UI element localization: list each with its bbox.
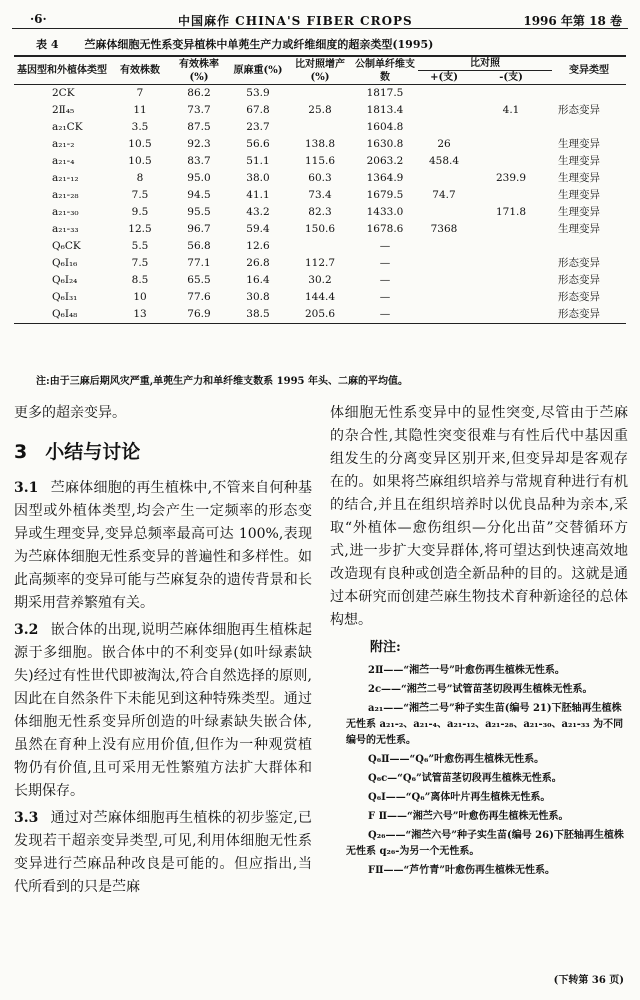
- table-cell: [552, 119, 626, 136]
- table-cell: 1813.4: [366, 104, 404, 116]
- table-cell: 38.0: [246, 172, 270, 184]
- table-cell: 25.8: [308, 104, 332, 116]
- table-cell: [470, 255, 552, 272]
- paragraph-continued: 体细胞无性系变异中的显性突变,尽管由于苎麻的杂合性,其隐性突变很难与有性后代中基因重组发生的分离变异区别开来,但变异却是客观存在的。如果将苎麻组织培养与常规育种进行有机的结合,并且在组织培养时以优良品种为亲本,采取“外植体—愈伤组织—分化出苗”交替循环方式,进一步扩大变异群体,将可望达到快速高效地改造现有良种或创造全新品种的目的。这就是通过本研究而创建苎麻生物技术育种新途径的总体构想。: [330, 405, 628, 628]
- table-row: [14, 85, 626, 103]
- page-header: [0, 6, 640, 28]
- header-rule: [12, 28, 628, 29]
- table-cell: 生理变异: [558, 138, 600, 150]
- table-cell: a₂₁-₂: [52, 138, 75, 150]
- table-cell: 53.9: [246, 87, 270, 99]
- col-header-increase: 比对照增产(%): [295, 58, 345, 83]
- table-cell: [288, 85, 352, 103]
- table-cell: —: [379, 291, 391, 303]
- year-volume: 1996 年第 18 卷: [523, 14, 622, 28]
- table-cell: 12.5: [128, 223, 152, 235]
- table-cell: 82.3: [308, 206, 332, 218]
- table-cell: 16.4: [246, 274, 270, 286]
- table-cell: 150.6: [304, 223, 336, 235]
- table-cell: 86.2: [187, 87, 211, 99]
- table-cell: 9.5: [131, 206, 149, 218]
- table-cell: 生理变异: [558, 223, 600, 235]
- table-cell: [418, 255, 470, 272]
- table-cell: 83.7: [187, 155, 211, 167]
- table-cell: 77.1: [187, 257, 211, 269]
- paragraph-text: 嵌合体的出现,说明苎麻体细胞再生植株起源于多细胞。嵌合体中的不利变异(如叶绿素缺失)经过有性世代即被淘汰,符合自然选择的原则,因此在自然条件下未能见到这种特殊类型。通过体细胞无性系变异所创造的叶绿素缺失嵌合体,虽然在育种上没有应用价值,但作为一种观赏植物仍有价值,且可采用无性繁殖方法扩大群体和长期保存。: [14, 622, 312, 799]
- table-cell: 138.8: [304, 138, 336, 150]
- col-header-plants: 有效株数: [120, 65, 160, 76]
- table-label: 表 4: [36, 38, 59, 51]
- table-cell: [418, 119, 470, 136]
- table-cell: —: [379, 308, 391, 320]
- table-cell: 95.0: [187, 172, 211, 184]
- table-cell: 1630.8: [366, 138, 404, 150]
- table-cell: 形态变异: [558, 257, 600, 269]
- table-cell: [288, 238, 352, 255]
- paragraph-3-3: [14, 807, 312, 899]
- table-cell: 生理变异: [558, 206, 600, 218]
- table-cell: 38.5: [246, 308, 270, 320]
- section-heading: [14, 439, 312, 465]
- table-row: [14, 289, 626, 306]
- paragraph-3-1: [14, 477, 312, 615]
- appendix-item: Q₆Ⅱ——“Q₆”叶愈伤再生植株无性系。: [368, 754, 545, 765]
- table-cell: 205.6: [304, 308, 336, 320]
- appendix-title: 附注:: [370, 640, 401, 655]
- table-cell: Q₆Ⅰ₃₁: [52, 291, 78, 303]
- table-cell: Q₆Ⅰ₁₆: [52, 257, 78, 269]
- table-cell: [552, 238, 626, 255]
- table-cell: a₂₁-₃₃: [52, 223, 79, 235]
- table-cell: 10: [133, 291, 147, 303]
- table-row: [14, 170, 626, 187]
- table-cell: 26.8: [246, 257, 270, 269]
- appendix-item: F Ⅱ——“湘苎六号”叶愈伤再生植株无性系。: [368, 811, 569, 822]
- table-cell: 10.5: [128, 138, 152, 150]
- table-cell: [470, 187, 552, 204]
- paragraph-3-2: [14, 619, 312, 803]
- appendix-item: Q₂₆——“湘苎六号”种子实生苗(编号 26)下胚轴再生植株无性系 q₂₆-为另一个无性系。: [346, 830, 624, 857]
- table-cell: [288, 119, 352, 136]
- table-cell: 112.7: [304, 257, 336, 269]
- table-cell: [418, 170, 470, 187]
- table-cell: 59.4: [246, 223, 270, 235]
- table-cell: —: [379, 257, 391, 269]
- col-header-compare: 比对照: [418, 56, 552, 71]
- table-cell: [418, 289, 470, 306]
- table-cell: 12.6: [246, 240, 270, 252]
- table-row: [14, 119, 626, 136]
- table-cell: 95.5: [187, 206, 211, 218]
- paragraph-text: 苎麻体细胞的再生植株中,不管来自何种基因型或外植体类型,均会产生一定频率的形态变异或生理变异,变异总频率最高可达 100%,表现为苎麻体细胞无性系变异的普遍性和多样性。如此高频率的变异可能与苎麻复杂的遗传背景和长期采用营养繁殖有关。: [14, 480, 312, 611]
- col-header-count: 公制单纤维支数: [355, 58, 415, 83]
- table-cell: 115.6: [304, 155, 336, 167]
- table-cell: [418, 102, 470, 119]
- data-table: [14, 55, 626, 324]
- table-cell: 73.7: [187, 104, 211, 116]
- table-cell: a₂₁-₂₈: [52, 189, 79, 201]
- col-header-fiber-weight: 原麻重(%): [233, 65, 283, 76]
- table-cell: 76.9: [187, 308, 211, 320]
- table-cell: 30.8: [246, 291, 270, 303]
- table-cell: 60.3: [308, 172, 332, 184]
- table-row: [14, 187, 626, 204]
- col-header-minus: -(支): [499, 72, 523, 83]
- table-cell: 生理变异: [558, 189, 600, 201]
- table-cell: [470, 85, 552, 103]
- table-cell: 2CK: [52, 87, 75, 99]
- table-cell: 11: [133, 104, 147, 116]
- appendix-item: 2c——“湘苎二号”试管苗茎切段再生植株无性系。: [368, 684, 593, 695]
- table-row: [14, 102, 626, 119]
- table-row: [14, 221, 626, 238]
- continued-note: (下转第 36 页): [553, 975, 624, 986]
- table-cell: a₂₁-₃₀: [52, 206, 79, 218]
- table-cell: 形态变异: [558, 104, 600, 116]
- table-cell: 形态变异: [558, 274, 600, 286]
- table-cell: [470, 136, 552, 153]
- table-row: [14, 153, 626, 170]
- table-body: [14, 85, 626, 324]
- table-cell: [418, 85, 470, 103]
- appendix-item: a₂₁——“湘苎二号”种子实生苗(编号 21)下胚轴再生植株无性系 a₂₁-₂、a₂₁-₄、a₂₁-₁₂、a₂₁-₂₈、a₂₁-₃₀、a₂₁-₃₃ 为不同编号的无性系。: [346, 703, 624, 746]
- table-row: [14, 204, 626, 221]
- col-header-type: 变异类型: [569, 65, 609, 76]
- col-header-rate: 有效株率(%): [179, 58, 219, 83]
- col-header-genotype: 基因型和外植体类型: [17, 65, 107, 76]
- table-cell: 2Ⅱ₄₅: [52, 104, 75, 116]
- appendix-list: [330, 663, 628, 879]
- intro-line: 更多的超亲变异。: [14, 405, 126, 421]
- appendix-item: FⅡ——“芦竹青”叶愈伤再生植株无性系。: [368, 865, 556, 876]
- table-cell: 7.5: [131, 189, 149, 201]
- paragraph-number: 3.2: [14, 622, 39, 638]
- table-cell: 13: [133, 308, 147, 320]
- table-cell: 239.9: [495, 172, 527, 184]
- table-cell: [470, 119, 552, 136]
- table-cell: [552, 85, 626, 103]
- table-cell: 458.4: [428, 155, 460, 167]
- table-cell: Q₆Ⅰ₄₈: [52, 308, 78, 320]
- table-cell: 1433.0: [366, 206, 404, 218]
- table-cell: [470, 221, 552, 238]
- table-cell: 94.5: [187, 189, 211, 201]
- table-cell: 43.2: [246, 206, 270, 218]
- table-cell: —: [379, 274, 391, 286]
- table-cell: —: [379, 240, 391, 252]
- table-cell: 1678.6: [366, 223, 404, 235]
- table-cell: a₂₁-₁₂: [52, 172, 79, 184]
- table-cell: 7368: [430, 223, 458, 235]
- table-cell: 65.5: [187, 274, 211, 286]
- appendix-item: Q₆c—“Q₆”试管苗茎切段再生植株无性系。: [368, 773, 562, 784]
- table-cell: 26: [437, 138, 451, 150]
- table-cell: 30.2: [308, 274, 332, 286]
- table-cell: 23.7: [246, 121, 270, 133]
- table-cell: 171.8: [495, 206, 527, 218]
- table-cell: [418, 204, 470, 221]
- appendix-item: 2Ⅱ——“湘苎一号”叶愈伤再生植株无性系。: [368, 665, 565, 676]
- table-cell: [470, 306, 552, 324]
- table-cell: 生理变异: [558, 172, 600, 184]
- table-cell: 1364.9: [366, 172, 404, 184]
- table-title: 苎麻体细胞无性系变异植株中单蔸生产力或纤维细度的超亲类型(1995): [84, 38, 434, 51]
- left-column: [14, 402, 312, 899]
- table-cell: 51.1: [246, 155, 270, 167]
- table-cell: 4.1: [502, 104, 520, 116]
- table-cell: 144.4: [304, 291, 336, 303]
- table-cell: [418, 272, 470, 289]
- table-cell: 87.5: [187, 121, 211, 133]
- table-row: [14, 255, 626, 272]
- table-cell: [470, 289, 552, 306]
- table-cell: 8.5: [131, 274, 149, 286]
- table-cell: 7: [136, 87, 144, 99]
- table-cell: 92.3: [187, 138, 211, 150]
- table-cell: 形态变异: [558, 308, 600, 320]
- table-cell: 5.5: [131, 240, 149, 252]
- table-cell: [470, 238, 552, 255]
- table-cell: 生理变异: [558, 155, 600, 167]
- paragraph-number: 3.1: [14, 480, 39, 496]
- table-cell: 74.7: [432, 189, 456, 201]
- table-cell: 73.4: [308, 189, 332, 201]
- table-cell: 8: [136, 172, 144, 184]
- table-cell: 7.5: [131, 257, 149, 269]
- col-header-plus: +(支): [430, 72, 458, 83]
- paragraph-number: 3.3: [14, 810, 39, 826]
- section-title: 小结与讨论: [45, 441, 141, 463]
- table-cell: 56.8: [187, 240, 211, 252]
- table-row: [14, 306, 626, 324]
- table-cell: 1604.8: [366, 121, 404, 133]
- table-note: 注:由于三麻后期风灾严重,单蔸生产力和单纤维支数系 1995 年头、二麻的平均值。: [36, 376, 408, 387]
- table-cell: a₂₁-₄: [52, 155, 75, 167]
- table-cell: 67.8: [246, 104, 270, 116]
- table-cell: Q₆CK: [52, 240, 81, 252]
- table-row: [14, 238, 626, 255]
- appendix-item: Q₆Ⅰ——“Q₆”离体叶片再生植株无性系。: [368, 792, 551, 803]
- right-column: [330, 402, 628, 882]
- table-row: [14, 272, 626, 289]
- section-number: 3: [14, 441, 28, 463]
- table-cell: 形态变异: [558, 291, 600, 303]
- table-caption: [36, 36, 433, 52]
- table-row: [14, 136, 626, 153]
- table-cell: [418, 306, 470, 324]
- table-cell: 41.1: [246, 189, 270, 201]
- table-cell: Q₆Ⅰ₂₄: [52, 274, 78, 286]
- table-cell: 1817.5: [366, 87, 404, 99]
- table-cell: a₂₁CK: [52, 121, 83, 133]
- table-cell: 77.6: [187, 291, 211, 303]
- table-cell: 3.5: [131, 121, 149, 133]
- journal-title: 中国麻作 CHINA'S FIBER CROPS: [178, 14, 413, 28]
- paragraph-text: 通过对苎麻体细胞再生植株的初步鉴定,已发现若干超亲变异类型,可见,利用体细胞无性系变异进行苎麻品种改良是可能的。但应指出,当代所看到的只是苎麻: [14, 810, 312, 895]
- table-cell: [418, 238, 470, 255]
- table-cell: 96.7: [187, 223, 211, 235]
- table-cell: [470, 272, 552, 289]
- table-cell: 10.5: [128, 155, 152, 167]
- table-cell: 2063.2: [366, 155, 404, 167]
- table-cell: [470, 153, 552, 170]
- table-cell: 56.6: [246, 138, 270, 150]
- page-number: ·6·: [30, 12, 47, 26]
- table-cell: 1679.5: [366, 189, 404, 201]
